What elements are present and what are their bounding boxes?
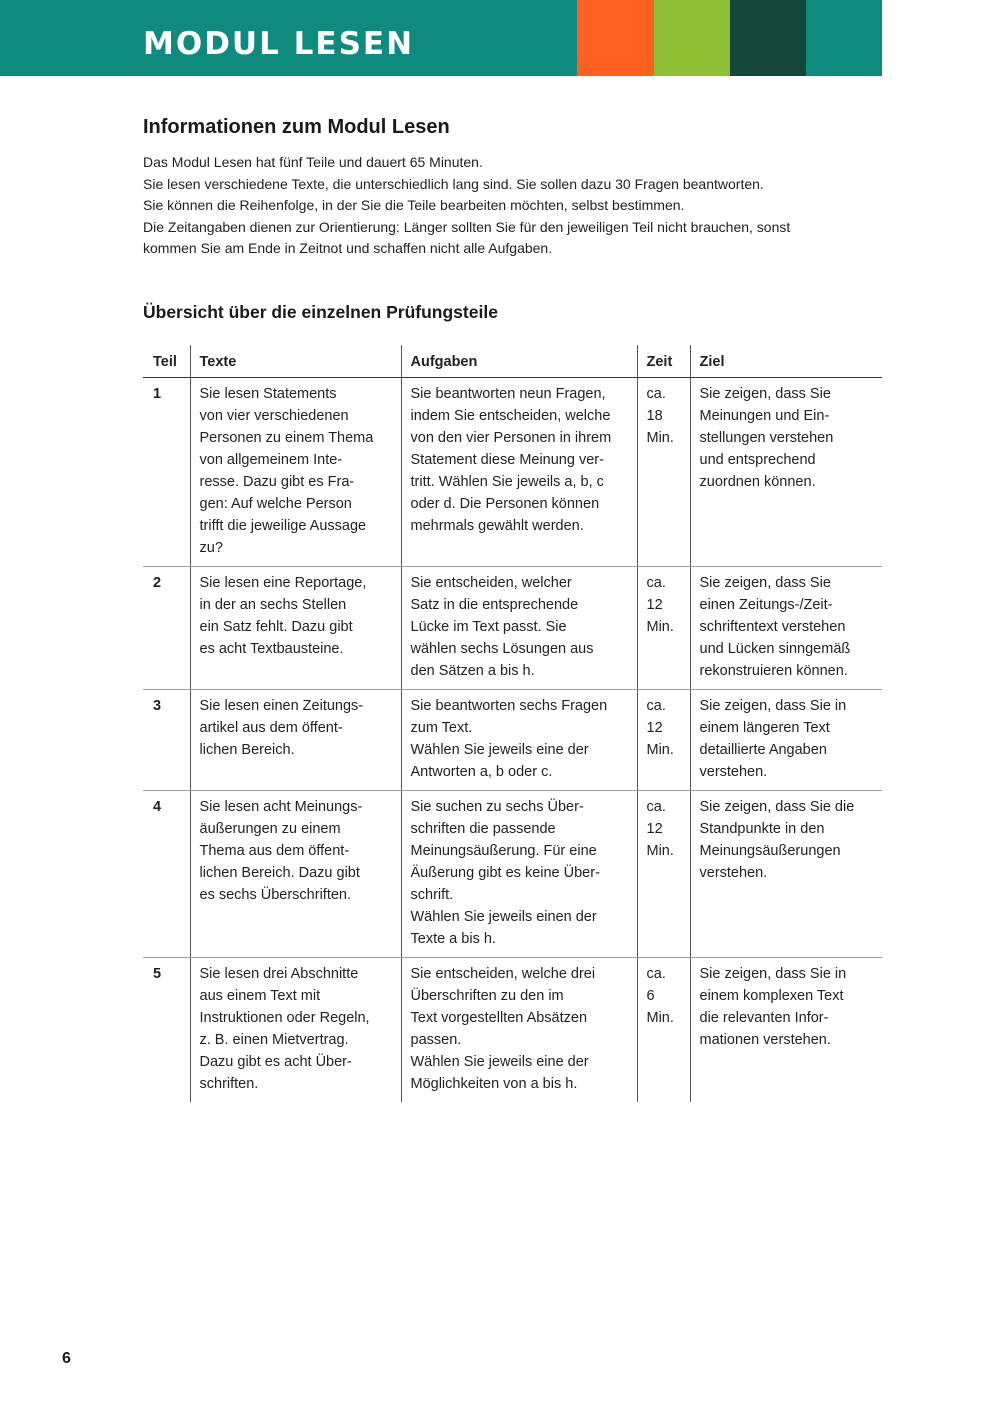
table-row <box>143 791 882 958</box>
cell-text-line: Wählen Sie jeweils eine der <box>410 1054 589 1070</box>
cell-text-line: Sie lesen eine Reportage, <box>199 575 367 591</box>
cell-text-line: Sie suchen zu sechs Über- <box>410 799 584 815</box>
table-header-row <box>143 345 882 378</box>
cell-text-line: Antworten a, b oder c. <box>410 764 553 780</box>
cell-texte <box>190 690 401 791</box>
info-line: Sie lesen verschiedene Texte, die unterschiedlich lang sind. Sie sollen dazu 30 Fragen beantworten. <box>143 175 764 192</box>
column-header-aufgaben: Aufgaben <box>401 345 637 378</box>
cell-text-line: ca. <box>646 575 666 591</box>
cell-text-line: 12 <box>646 821 663 837</box>
header-color-block-lime <box>654 0 730 76</box>
cell-text-line: tritt. Wählen Sie jeweils a, b, c <box>410 474 604 490</box>
cell-text-line: 18 <box>646 408 663 424</box>
column-header-zeit: Zeit <box>637 345 690 378</box>
table-row <box>143 378 882 567</box>
cell-text-line: zuordnen können. <box>699 474 816 490</box>
cell-text-line: äußerungen zu einem <box>199 821 341 837</box>
cell-zeit <box>637 378 690 567</box>
cell-texte <box>190 567 401 690</box>
cell-text-line: Sie lesen acht Meinungs- <box>199 799 363 815</box>
cell-text-line: artikel aus dem öffent- <box>199 720 343 736</box>
cell-text-line: von allgemeinem Inte- <box>199 452 343 468</box>
header-color-block-orange <box>577 0 654 76</box>
cell-text-line: lichen Bereich. Dazu gibt <box>199 865 360 881</box>
cell-text-line: wählen sechs Lösungen aus <box>410 641 594 657</box>
cell-text-line: passen. <box>410 1032 462 1048</box>
info-heading: Informationen zum Modul Lesen <box>143 116 450 138</box>
info-line: Sie können die Reihenfolge, in der Sie die Teile bearbeiten möchten, selbst bestimmen. <box>143 197 685 213</box>
cell-zeit <box>637 791 690 958</box>
cell-text-line: resse. Dazu gibt es Fra- <box>199 474 355 490</box>
cell-text-line: mehrmals gewählt werden. <box>410 518 584 534</box>
cell-text-line: und entsprechend <box>699 452 816 468</box>
table-row <box>143 690 882 791</box>
cell-text-line: Überschriften zu den im <box>410 988 564 1004</box>
cell-text-line: Sie entscheiden, welcher <box>410 575 572 591</box>
cell-text-line: ein Satz fehlt. Dazu gibt <box>199 619 353 635</box>
cell-text-line: es sechs Überschriften. <box>199 887 352 903</box>
column-header-teil: Teil <box>143 345 190 378</box>
cell-text-line: aus einem Text mit <box>199 988 321 1004</box>
cell-teil: 3 <box>143 690 190 791</box>
info-line: Die Zeitangaben dienen zur Orientierung: Länger sollten Sie für den jeweiligen Teil nicht brauchen, sonst kommen Sie am Ende in Zeitnot und schaffen nicht alle Aufgaben. <box>143 218 791 256</box>
cell-text-line: den Sätzen a bis h. <box>410 663 535 679</box>
cell-text-line: Sie zeigen, dass Sie in <box>699 966 847 982</box>
cell-ziel <box>690 378 882 567</box>
cell-text-line: Sie zeigen, dass Sie <box>699 575 831 591</box>
table-row <box>143 958 882 1103</box>
info-line: Das Modul Lesen hat fünf Teile und dauert 65 Minuten. <box>143 154 483 170</box>
cell-text-line: in der an sechs Stellen <box>199 597 347 613</box>
column-header-texte: Texte <box>190 345 401 378</box>
overview-heading: Übersicht über die einzelnen Prüfungsteile <box>143 302 498 322</box>
cell-text-line: rekonstruieren können. <box>699 663 848 679</box>
cell-zeit <box>637 567 690 690</box>
cell-text-line: Äußerung gibt es keine Über- <box>410 865 600 881</box>
cell-aufgaben <box>401 791 637 958</box>
cell-ziel <box>690 567 882 690</box>
cell-text-line: ca. <box>646 698 666 714</box>
cell-teil: 4 <box>143 791 190 958</box>
cell-text-line: zum Text. <box>410 720 473 736</box>
cell-text-line: Sie beantworten sechs Fragen <box>410 698 608 714</box>
cell-text-line: schriften. <box>199 1076 259 1092</box>
cell-text-line: ca. <box>646 799 666 815</box>
cell-text-line: ca. <box>646 966 666 982</box>
cell-text-line: detaillierte Angaben <box>699 742 827 758</box>
header-color-block-dark <box>730 0 806 76</box>
cell-text-line: Statement diese Meinung ver- <box>410 452 604 468</box>
cell-text-line: Lücke im Text passt. Sie <box>410 619 567 635</box>
cell-text-line: verstehen. <box>699 764 768 780</box>
cell-text-line: stellungen verstehen <box>699 430 834 446</box>
cell-text-line: zu? <box>199 540 223 556</box>
cell-text-line: Min. <box>646 1010 674 1026</box>
cell-text-line: verstehen. <box>699 865 768 881</box>
cell-text-line: Sie lesen Statements <box>199 386 337 402</box>
cell-texte <box>190 958 401 1103</box>
cell-text-line: 12 <box>646 720 663 736</box>
table-body <box>143 378 882 1103</box>
cell-text-line: und Lücken sinngemäß <box>699 641 851 657</box>
cell-teil: 2 <box>143 567 190 690</box>
cell-ziel <box>690 690 882 791</box>
cell-text-line: Personen zu einem Thema <box>199 430 374 446</box>
cell-text-line: Wählen Sie jeweils einen der <box>410 909 597 925</box>
cell-text-line: Sie lesen einen Zeitungs- <box>199 698 364 714</box>
cell-text-line: 12 <box>646 597 663 613</box>
cell-text-line: Thema aus dem öffent- <box>199 843 350 859</box>
cell-texte <box>190 791 401 958</box>
cell-text-line: lichen Bereich. <box>199 742 295 758</box>
column-header-ziel: Ziel <box>690 345 882 378</box>
cell-text-line: Wählen Sie jeweils eine der <box>410 742 589 758</box>
module-title: MODUL LESEN <box>143 26 415 62</box>
cell-zeit <box>637 958 690 1103</box>
cell-text-line: einem längeren Text <box>699 720 830 736</box>
cell-texte <box>190 378 401 567</box>
info-text <box>143 152 803 260</box>
cell-teil: 5 <box>153 966 162 982</box>
cell-aufgaben <box>401 958 637 1103</box>
cell-text-line: Standpunkte in den <box>699 821 825 837</box>
cell-text-line: indem Sie entscheiden, welche <box>410 408 611 424</box>
cell-text-line: Min. <box>646 742 674 758</box>
cell-text-line: Möglichkeiten von a bis h. <box>410 1076 578 1092</box>
cell-text-line: Meinungen und Ein- <box>699 408 830 424</box>
cell-text-line: Text vorgestellten Absätzen <box>410 1010 588 1026</box>
cell-aufgaben <box>401 378 637 567</box>
cell-text-line: schriften die passende <box>410 821 556 837</box>
cell-text-line: einen Zeitungs-/Zeit- <box>699 597 833 613</box>
cell-text-line: schrift. <box>410 887 454 903</box>
cell-text-line: Instruktionen oder Regeln, <box>199 1010 370 1026</box>
cell-teil: 1 <box>143 378 190 567</box>
cell-text-line: Dazu gibt es acht Über- <box>199 1054 352 1070</box>
cell-text-line: Min. <box>646 843 674 859</box>
cell-text-line: Sie entscheiden, welche drei <box>410 966 596 982</box>
cell-ziel <box>690 791 882 958</box>
cell-text-line: 6 <box>646 988 655 1004</box>
cell-text-line: oder d. Die Personen können <box>410 496 600 512</box>
cell-text-line: Sie zeigen, dass Sie <box>699 386 831 402</box>
cell-text-line: von vier verschiedenen <box>199 408 349 424</box>
table-row <box>143 567 882 690</box>
cell-text-line: Min. <box>646 430 674 446</box>
cell-text-line: Sie lesen drei Abschnitte <box>199 966 359 982</box>
cell-text-line: einem komplexen Text <box>699 988 844 1004</box>
cell-text-line: Meinungsäußerung. Für eine <box>410 843 597 859</box>
cell-text-line: z. B. einen Mietvertrag. <box>199 1032 349 1048</box>
cell-text-line: Min. <box>646 619 674 635</box>
cell-text-line: Sie beantworten neun Fragen, <box>410 386 606 402</box>
cell-text-line: trifft die jeweilige Aussage <box>199 518 367 534</box>
overview-table <box>143 345 882 1102</box>
cell-aufgaben <box>401 690 637 791</box>
cell-text-line: Sie zeigen, dass Sie in <box>699 698 847 714</box>
cell-text-line: ca. <box>646 386 666 402</box>
page-number: 6 <box>62 1350 71 1367</box>
cell-text-line: Satz in die entsprechende <box>410 597 579 613</box>
cell-text-line: Sie zeigen, dass Sie die <box>699 799 855 815</box>
cell-zeit <box>637 690 690 791</box>
cell-text-line: es acht Textbausteine. <box>199 641 344 657</box>
cell-text-line: Meinungsäußerungen <box>699 843 841 859</box>
cell-text-line: die relevanten Infor- <box>699 1010 829 1026</box>
cell-text-line: schriftentext verstehen <box>699 619 846 635</box>
cell-text-line: gen: Auf welche Person <box>199 496 352 512</box>
cell-ziel <box>690 958 882 1103</box>
cell-text-line: von den vier Personen in ihrem <box>410 430 612 446</box>
cell-text-line: mationen verstehen. <box>699 1032 831 1048</box>
cell-text-line: Texte a bis h. <box>410 931 496 947</box>
cell-aufgaben <box>401 567 637 690</box>
